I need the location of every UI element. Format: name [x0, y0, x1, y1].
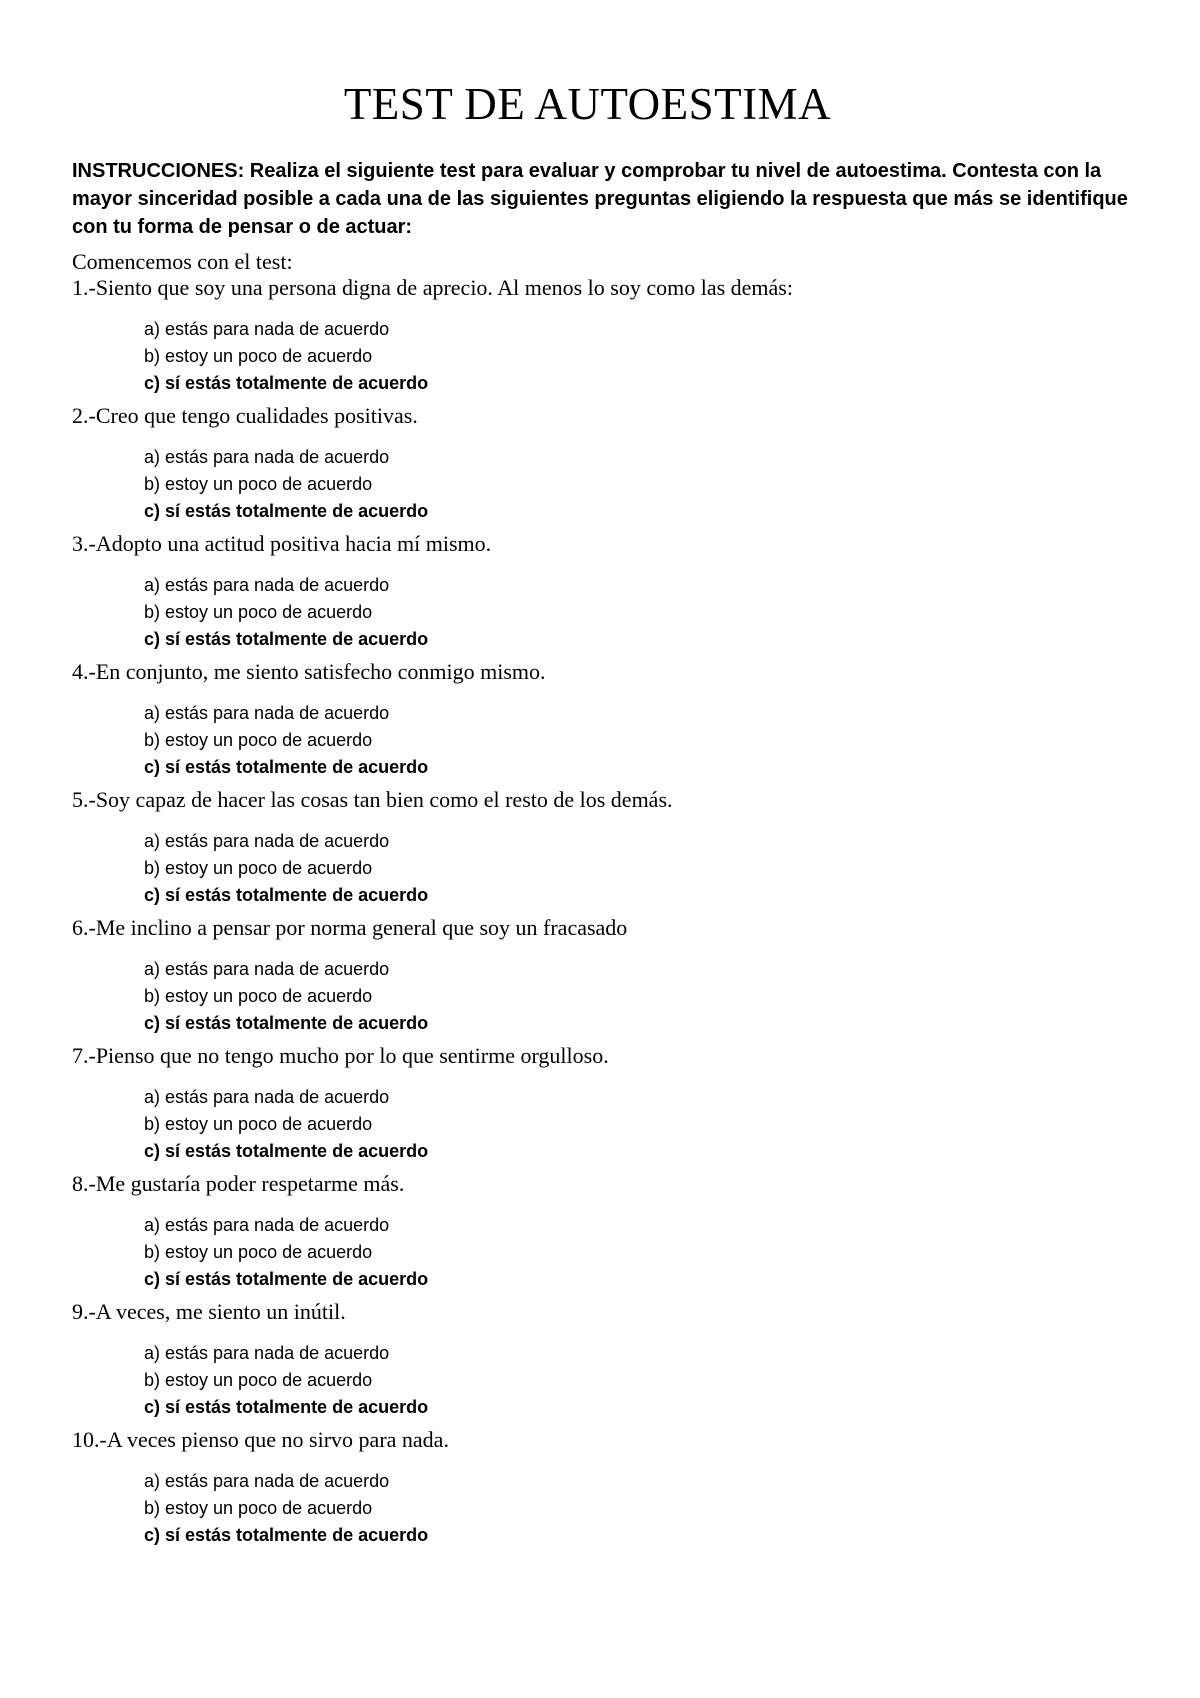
answer-option-c: c) sí estás totalmente de acuerdo [144, 885, 429, 905]
question-10 [72, 1426, 1152, 1549]
answer-option-c: c) sí estás totalmente de acuerdo [144, 1141, 429, 1161]
answer-option-b: b) estoy un poco de acuerdo [144, 858, 373, 878]
answer-options [144, 316, 1152, 397]
instructions-paragraph: INSTRUCCIONES: Realiza el siguiente test para evaluar y comprobar tu nivel de autoestima. Contesta con la mayor sinceridad posible a cada una de las siguientes preguntas eligiendo la respuesta que más se identifique con tu forma de pensar o de actuar: [72, 160, 1128, 238]
page-title: TEST DE AUTOESTIMA [343, 79, 832, 129]
answer-options [144, 700, 1152, 781]
answer-options [144, 1084, 1152, 1165]
answer-option-b: b) estoy un poco de acuerdo [144, 346, 373, 366]
answer-options [144, 828, 1152, 909]
answer-option-a: a) estás para nada de acuerdo [144, 1343, 390, 1363]
answer-option-c: c) sí estás totalmente de acuerdo [144, 629, 429, 649]
question-5 [72, 786, 1152, 909]
answer-options [144, 1340, 1152, 1421]
answer-option-c: c) sí estás totalmente de acuerdo [144, 373, 429, 393]
question-3 [72, 530, 1152, 653]
answer-option-a: a) estás para nada de acuerdo [144, 959, 390, 979]
question-text: 9.-A veces, me siento un inútil. [72, 1299, 346, 1324]
question-text: 6.-Me inclino a pensar por norma general que soy un fracasado [72, 915, 628, 940]
answer-option-b: b) estoy un poco de acuerdo [144, 1370, 373, 1390]
intro-text: Comencemos con el test: [72, 249, 293, 274]
answer-options [144, 444, 1152, 525]
answer-option-b: b) estoy un poco de acuerdo [144, 986, 373, 1006]
answer-options [144, 956, 1152, 1037]
answer-option-c: c) sí estás totalmente de acuerdo [144, 757, 429, 777]
question-4 [72, 658, 1152, 781]
answer-option-c: c) sí estás totalmente de acuerdo [144, 1525, 429, 1545]
answer-option-a: a) estás para nada de acuerdo [144, 1471, 390, 1491]
answer-option-a: a) estás para nada de acuerdo [144, 831, 390, 851]
answer-option-a: a) estás para nada de acuerdo [144, 575, 390, 595]
answer-option-c: c) sí estás totalmente de acuerdo [144, 1397, 429, 1417]
answer-option-b: b) estoy un poco de acuerdo [144, 730, 373, 750]
answer-option-a: a) estás para nada de acuerdo [144, 1215, 390, 1235]
answer-option-c: c) sí estás totalmente de acuerdo [144, 1269, 429, 1289]
answer-option-a: a) estás para nada de acuerdo [144, 319, 390, 339]
answer-option-b: b) estoy un poco de acuerdo [144, 1114, 373, 1134]
answer-option-c: c) sí estás totalmente de acuerdo [144, 501, 429, 521]
answer-option-a: a) estás para nada de acuerdo [144, 1087, 390, 1107]
answer-option-b: b) estoy un poco de acuerdo [144, 1242, 373, 1262]
answer-options [144, 572, 1152, 653]
question-8 [72, 1170, 1152, 1293]
question-text: 5.-Soy capaz de hacer las cosas tan bien como el resto de los demás. [72, 787, 673, 812]
question-text: 3.-Adopto una actitud positiva hacia mí mismo. [72, 531, 492, 556]
question-text: 4.-En conjunto, me siento satisfecho conmigo mismo. [72, 659, 546, 684]
answer-option-b: b) estoy un poco de acuerdo [144, 474, 373, 494]
question-text: 7.-Pienso que no tengo mucho por lo que sentirme orgulloso. [72, 1043, 609, 1068]
question-2 [72, 402, 1152, 525]
question-1 [72, 274, 1152, 397]
question-7 [72, 1042, 1152, 1165]
answer-option-c: c) sí estás totalmente de acuerdo [144, 1013, 429, 1033]
answer-options [144, 1212, 1152, 1293]
question-text: 10.-A veces pienso que no sirvo para nada. [72, 1427, 449, 1452]
question-9 [72, 1298, 1152, 1421]
question-text: 1.-Siento que soy una persona digna de aprecio. Al menos lo soy como las demás: [72, 275, 793, 300]
question-6 [72, 914, 1152, 1037]
answer-option-a: a) estás para nada de acuerdo [144, 447, 390, 467]
answer-option-b: b) estoy un poco de acuerdo [144, 602, 373, 622]
answer-option-b: b) estoy un poco de acuerdo [144, 1498, 373, 1518]
question-text: 8.-Me gustaría poder respetarme más. [72, 1171, 405, 1196]
answer-option-a: a) estás para nada de acuerdo [144, 703, 390, 723]
question-text: 2.-Creo que tengo cualidades positivas. [72, 403, 418, 428]
answer-options [144, 1468, 1152, 1549]
